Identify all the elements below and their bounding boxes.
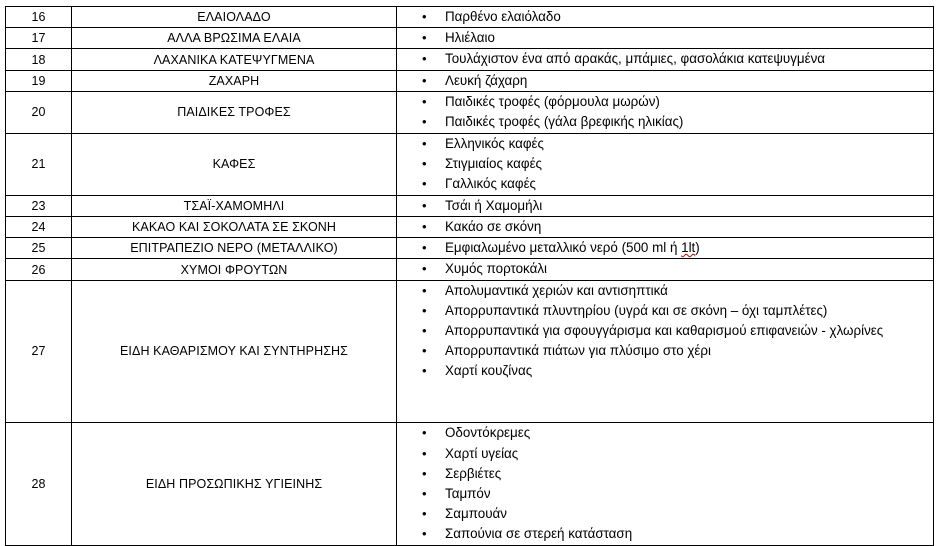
- row-number: 23: [6, 195, 72, 216]
- list-item: • Απορρυπαντικά για σφουγγάρισμα και καθαρισμού επιφανειών - χλωρίνες: [397, 321, 933, 341]
- list-item: • Χαρτί υγείας: [397, 444, 933, 464]
- row-category: ΕΛΑΙΟΛΑΔΟ: [72, 7, 397, 28]
- bullet-icon: •: [422, 219, 427, 235]
- bullet-icon: •: [422, 176, 427, 192]
- row-items: [397, 280, 934, 422]
- row-items: [397, 70, 934, 91]
- table-row: [6, 70, 934, 91]
- table-row: [6, 259, 934, 280]
- row-category: ΛΑΧΑΝΙΚΑ ΚΑΤΕΨΥΓΜΕΝΑ: [72, 49, 397, 70]
- row-category: ΕΙΔΗ ΠΡΟΣΩΠΙΚΗΣ ΥΓΙΕΙΝΗΣ: [72, 422, 397, 545]
- row-number: 16: [6, 7, 72, 28]
- table-row: [6, 422, 934, 545]
- row-items: [397, 259, 934, 280]
- row-items: [397, 91, 934, 133]
- row-number: 18: [6, 49, 72, 70]
- row-items: [397, 49, 934, 70]
- list-item: • Απορρυπαντικά πλυντηρίου (υγρά και σε σκόνη – όχι ταμπλέτες): [397, 301, 933, 321]
- list-item: • Παιδικές τροφές (γάλα βρεφικής ηλικίας): [397, 112, 933, 132]
- row-number: 24: [6, 217, 72, 238]
- row-number: 25: [6, 238, 72, 259]
- bullet-icon: •: [422, 30, 427, 46]
- list-item: • Λευκή ζάχαρη: [397, 71, 933, 91]
- row-items: [397, 195, 934, 216]
- list-item: • Απολυμαντικά χεριών και αντισηπτικά: [397, 281, 933, 301]
- table-row: [6, 195, 934, 216]
- list-item: • Χαρτί κουζίνας: [397, 361, 933, 381]
- list-item: • Παρθένο ελαιόλαδο: [397, 7, 933, 27]
- product-table: [5, 6, 934, 546]
- row-number: 19: [6, 70, 72, 91]
- bullet-icon: •: [422, 323, 427, 339]
- bullet-icon: •: [422, 506, 427, 522]
- table-row: [6, 7, 934, 28]
- list-item: • Σαμπουάν: [397, 504, 933, 524]
- list-item: • Γαλλικός καφές: [397, 174, 933, 194]
- row-number: 17: [6, 28, 72, 49]
- row-number: 21: [6, 133, 72, 195]
- list-item: • Τσάι ή Χαμομήλι: [397, 196, 933, 216]
- bullet-icon: •: [422, 445, 427, 461]
- list-item: • Εμφιαλωμένο μεταλλικό νερό (500 ml ή 1lt): [397, 238, 933, 258]
- row-category: ΚΑΚΑΟ ΚΑΙ ΣΟΚΟΛΑΤΑ ΣΕ ΣΚΟΝΗ: [72, 217, 397, 238]
- bullet-icon: •: [422, 114, 427, 130]
- list-item: • Απορρυπαντικά πιάτων για πλύσιμο στο χέρι: [397, 341, 933, 361]
- bullet-icon: •: [422, 51, 427, 67]
- table-row: [6, 280, 934, 422]
- row-items: [397, 28, 934, 49]
- list-item: • Παιδικές τροφές (φόρμουλα μωρών): [397, 92, 933, 112]
- bullet-icon: •: [422, 240, 427, 256]
- bullet-icon: •: [422, 156, 427, 172]
- table-row: [6, 91, 934, 133]
- list-item: • Ταμπόν: [397, 484, 933, 504]
- bullet-icon: •: [422, 363, 427, 379]
- row-number: 20: [6, 91, 72, 133]
- bullet-icon: •: [422, 486, 427, 502]
- row-category: ΕΠΙΤΡΑΠΕΖΙΟ ΝΕΡΟ (ΜΕΤΑΛΛΙΚΟ): [72, 238, 397, 259]
- bullet-icon: •: [422, 9, 427, 24]
- spellcheck-underlined-text: 1lt: [681, 240, 696, 256]
- bullet-icon: •: [422, 136, 427, 151]
- row-number: 28: [6, 422, 72, 545]
- list-item: • Ηλιέλαιο: [397, 28, 933, 48]
- bullet-icon: •: [422, 425, 427, 441]
- row-category: ΚΑΦΕΣ: [72, 133, 397, 195]
- row-number: 27: [6, 280, 72, 422]
- table-row: [6, 49, 934, 70]
- row-category: ΖΑΧΑΡΗ: [72, 70, 397, 91]
- bullet-icon: •: [422, 343, 427, 359]
- table-row: [6, 28, 934, 49]
- list-item: • Τουλάχιστον ένα από αρακάς, μπάμιες, φασολάκια κατεψυγμένα: [397, 49, 933, 69]
- bullet-icon: •: [422, 94, 427, 110]
- bullet-icon: •: [422, 261, 427, 277]
- row-items: [397, 217, 934, 238]
- row-items: [397, 7, 934, 28]
- list-item: • Σαπούνια σε στερεή κατάσταση: [397, 524, 933, 544]
- bullet-icon: •: [422, 282, 427, 298]
- bullet-icon: •: [422, 302, 427, 318]
- bullet-icon: •: [422, 197, 427, 213]
- bullet-icon: •: [422, 465, 427, 481]
- table-row: [6, 238, 934, 259]
- bullet-icon: •: [422, 72, 427, 88]
- row-items: [397, 133, 934, 195]
- list-item: • Σερβιέτες: [397, 464, 933, 484]
- bullet-icon: •: [422, 526, 427, 542]
- row-category: ΑΛΛΑ ΒΡΩΣΙΜΑ ΕΛΑΙΑ: [72, 28, 397, 49]
- list-item: • Χυμός πορτοκάλι: [397, 259, 933, 279]
- row-category: ΠΑΙΔΙΚΕΣ ΤΡΟΦΕΣ: [72, 91, 397, 133]
- list-item: • Κακάο σε σκόνη: [397, 217, 933, 237]
- list-item: • Στιγμιαίος καφές: [397, 154, 933, 174]
- table-row: [6, 217, 934, 238]
- table-row: [6, 133, 934, 195]
- row-category: ΤΣΑΪ-ΧΑΜΟΜΗΛΙ: [72, 195, 397, 216]
- row-items: [397, 238, 934, 259]
- list-item: • Ελληνικός καφές: [397, 134, 933, 154]
- row-number: 26: [6, 259, 72, 280]
- row-category: ΧΥΜΟΙ ΦΡΟΥΤΩΝ: [72, 259, 397, 280]
- row-category: ΕΙΔΗ ΚΑΘΑΡΙΣΜΟΥ ΚΑΙ ΣΥΝΤΗΡΗΣΗΣ: [72, 280, 397, 422]
- row-items: [397, 422, 934, 545]
- list-item: • Οδοντόκρεμες: [397, 423, 933, 443]
